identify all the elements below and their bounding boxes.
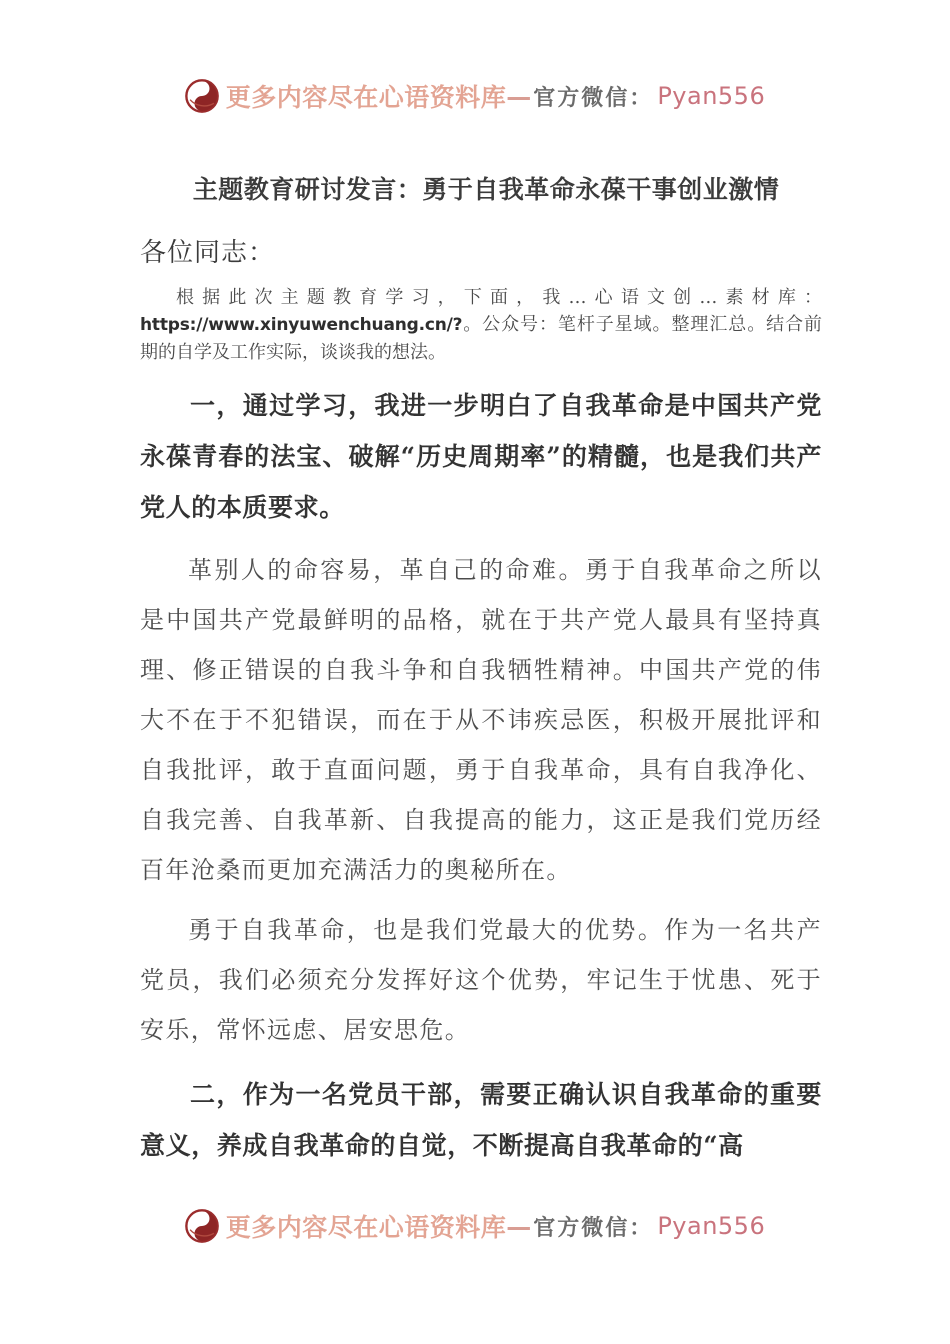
watermark-wechat-label: 官方微信： (533, 1214, 654, 1241)
header-watermark (0, 78, 950, 114)
intro-lead: 根据此次主题教育学习，下面，我…心语文创…素材库： (176, 287, 822, 308)
yinyang-fish-logo-icon (185, 79, 219, 113)
watermark-dash: — (506, 81, 532, 111)
yinyang-fish-logo-icon (185, 1209, 219, 1243)
footer-watermark (0, 1208, 950, 1244)
page-title: 主题教育研讨发言：勇于自我革命永葆干事创业激情 (192, 175, 780, 204)
section-1-paragraph-2: 勇于自我革命，也是我们党最大的优势。作为一名共产党员，我们必须充分发挥好这个优势，牢记生于忧患、死于安乐，常怀远虑、居安思危。 (140, 916, 822, 1044)
section-heading-1: 一，通过学习，我进一步明白了自我革命是中国共产党永葆青春的法宝、破解“历史周期率”的精髓，也是我们共产党人的本质要求。 (140, 391, 822, 522)
watermark-wechat-id: Pyan556 (657, 82, 766, 110)
salutation: 各位同志： (140, 238, 276, 268)
document-body (140, 170, 822, 1183)
watermark-main-text: 更多内容尽在心语资料库 (225, 1213, 507, 1242)
watermark-dash: — (506, 1211, 532, 1241)
section-1-paragraph-1: 革别人的命容易，革自己的命难。勇于自我革命之所以是中国共产党最鲜明的品格，就在于共产党人最具有坚持真理、修正错误的自我斗争和自我牺牲精神。中国共产党的伟大不在于不犯错误，而在于从不讳疾忌医，积极开展批评和自我批评，敢于直面问题，勇于自我革命，具有自我净化、自我完善、自我革新、自我提高的能力，这正是我们党历经百年沧桑而更加充满活力的奥秘所在。 (140, 556, 822, 884)
watermark-wechat-id: Pyan556 (657, 1212, 766, 1240)
source-url: https://www.xinyuwenchuang.cn/? (140, 315, 463, 335)
intro-tail: 。公众号：笔杆子星域。整理汇总。结合前期的自学及工作实际，谈谈我的想法。 (140, 314, 822, 363)
section-heading-2: 二，作为一名党员干部，需要正确认识自我革命的重要意义，养成自我革命的自觉，不断提高自我革命的“高 (140, 1080, 822, 1160)
watermark-wechat-label: 官方微信： (533, 84, 654, 111)
intro-paragraph (140, 284, 822, 366)
watermark-main-text: 更多内容尽在心语资料库 (225, 83, 507, 112)
